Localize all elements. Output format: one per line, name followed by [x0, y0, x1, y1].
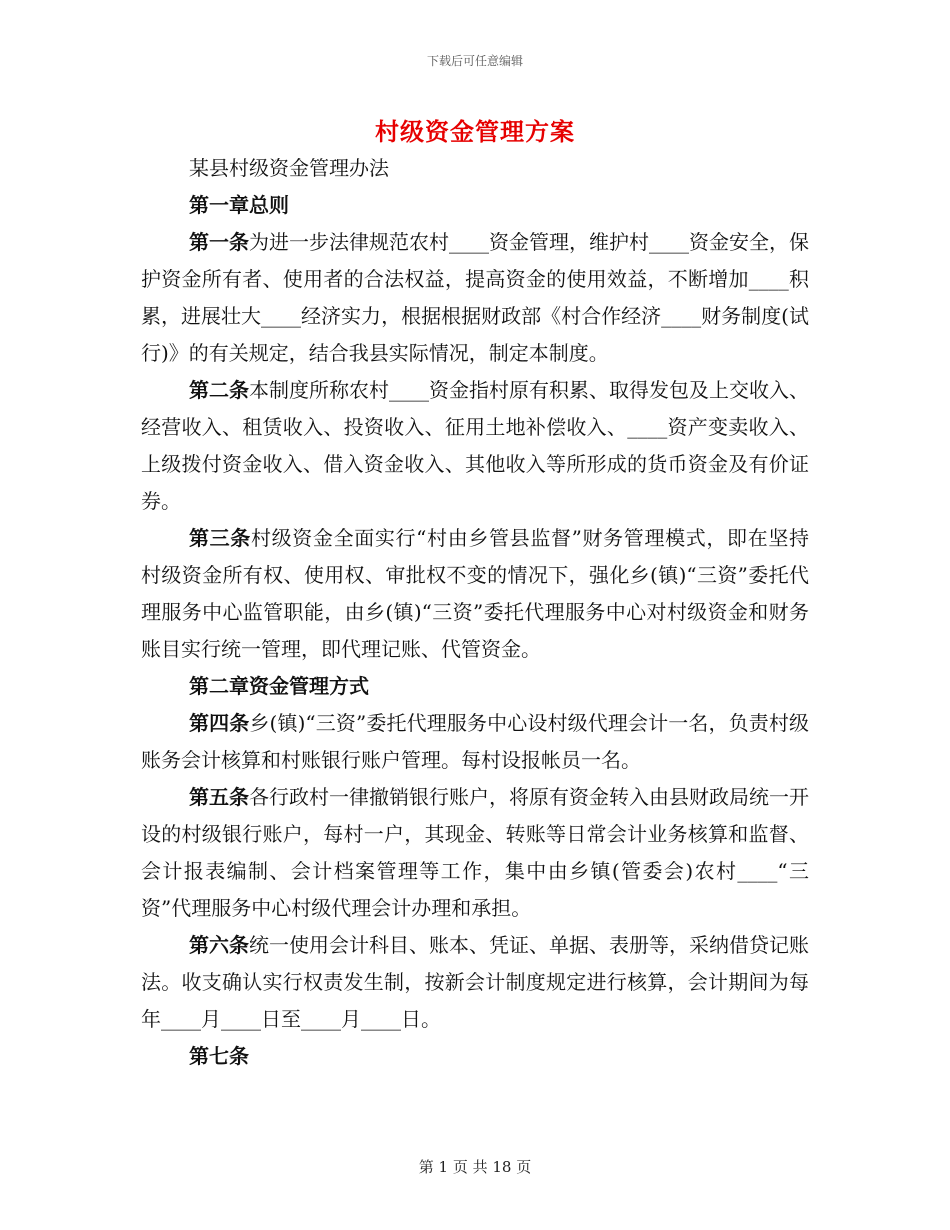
article-text: 为进一步法律规范农村____资金管理，维护村____资金安全，保护资金所有者、使用者的合法权益，提高资金的使用效益，不断增加____积累，进展壮大____经济实力，根据根据财政部《村合作经济____财务制度(试行)》的有关规定，结合我县实际情况，制定本制度。	[141, 230, 809, 365]
article-number: 第五条	[189, 785, 249, 809]
article-text: 乡(镇)“三资”委托代理服务中心设村级代理会计一名，负责村级账务会计核算和村账银行账户管理。每村设报帐员一名。	[141, 711, 810, 772]
article-paragraph	[141, 1038, 809, 1075]
article-paragraph	[141, 705, 809, 779]
article-paragraph	[141, 520, 809, 668]
article-paragraph	[141, 224, 809, 372]
article-text: 各行政村一律撤销银行账户，将原有资金转入由县财政局统一开设的村级银行账户，每村一户，其现金、转账等日常会计业务核算和监督、会计报表编制、会计档案管理等工作，集中由乡镇(管委会)农村____“三资”代理服务中心村级代理会计办理和承担。	[141, 785, 809, 920]
document-body	[141, 150, 809, 1075]
article-text: 统一使用会计科目、账本、凭证、单据、表册等，采纳借贷记账法。收支确认实行权责发生制，按新会计制度规定进行核算，会计期间为每年____月____日至____月____日。	[141, 933, 809, 1031]
article-number: 第二条	[189, 378, 249, 402]
article-text: 村级资金全面实行“村由乡管县监督”财务管理模式，即在坚持村级资金所有权、使用权、审批权不变的情况下，强化乡(镇)“三资”委托代理服务中心监管职能，由乡(镇)“三资”委托代理服务中心对村级资金和财务账目实行统一管理，即代理记账、代管资金。	[141, 526, 810, 661]
article-paragraph	[141, 779, 809, 927]
header-note: 下载后可任意编辑	[426, 54, 523, 68]
chapter-heading: 第二章资金管理方式	[189, 674, 369, 698]
subtitle: 某县村级资金管理办法	[189, 156, 389, 180]
chapter-heading: 第一章总则	[189, 193, 289, 217]
document-title: 村级资金管理方案	[375, 117, 575, 146]
article-text: 本制度所称农村____资金指村原有积累、取得发包及上交收入、经营收入、租赁收入、投资收入、征用土地补偿收入、____资产变卖收入、上级拨付资金收入、借入资金收入、其他收入等所形成的货币资金及有价证券。	[141, 378, 809, 513]
article-number: 第六条	[189, 933, 249, 957]
article-paragraph	[141, 372, 809, 520]
article-number: 第七条	[189, 1044, 249, 1068]
article-number: 第三条	[189, 526, 251, 550]
article-number: 第四条	[189, 711, 250, 735]
article-number: 第一条	[189, 230, 249, 254]
article-paragraph	[141, 927, 809, 1038]
page-footer: 第 1 页 共 18 页	[418, 1158, 532, 1176]
